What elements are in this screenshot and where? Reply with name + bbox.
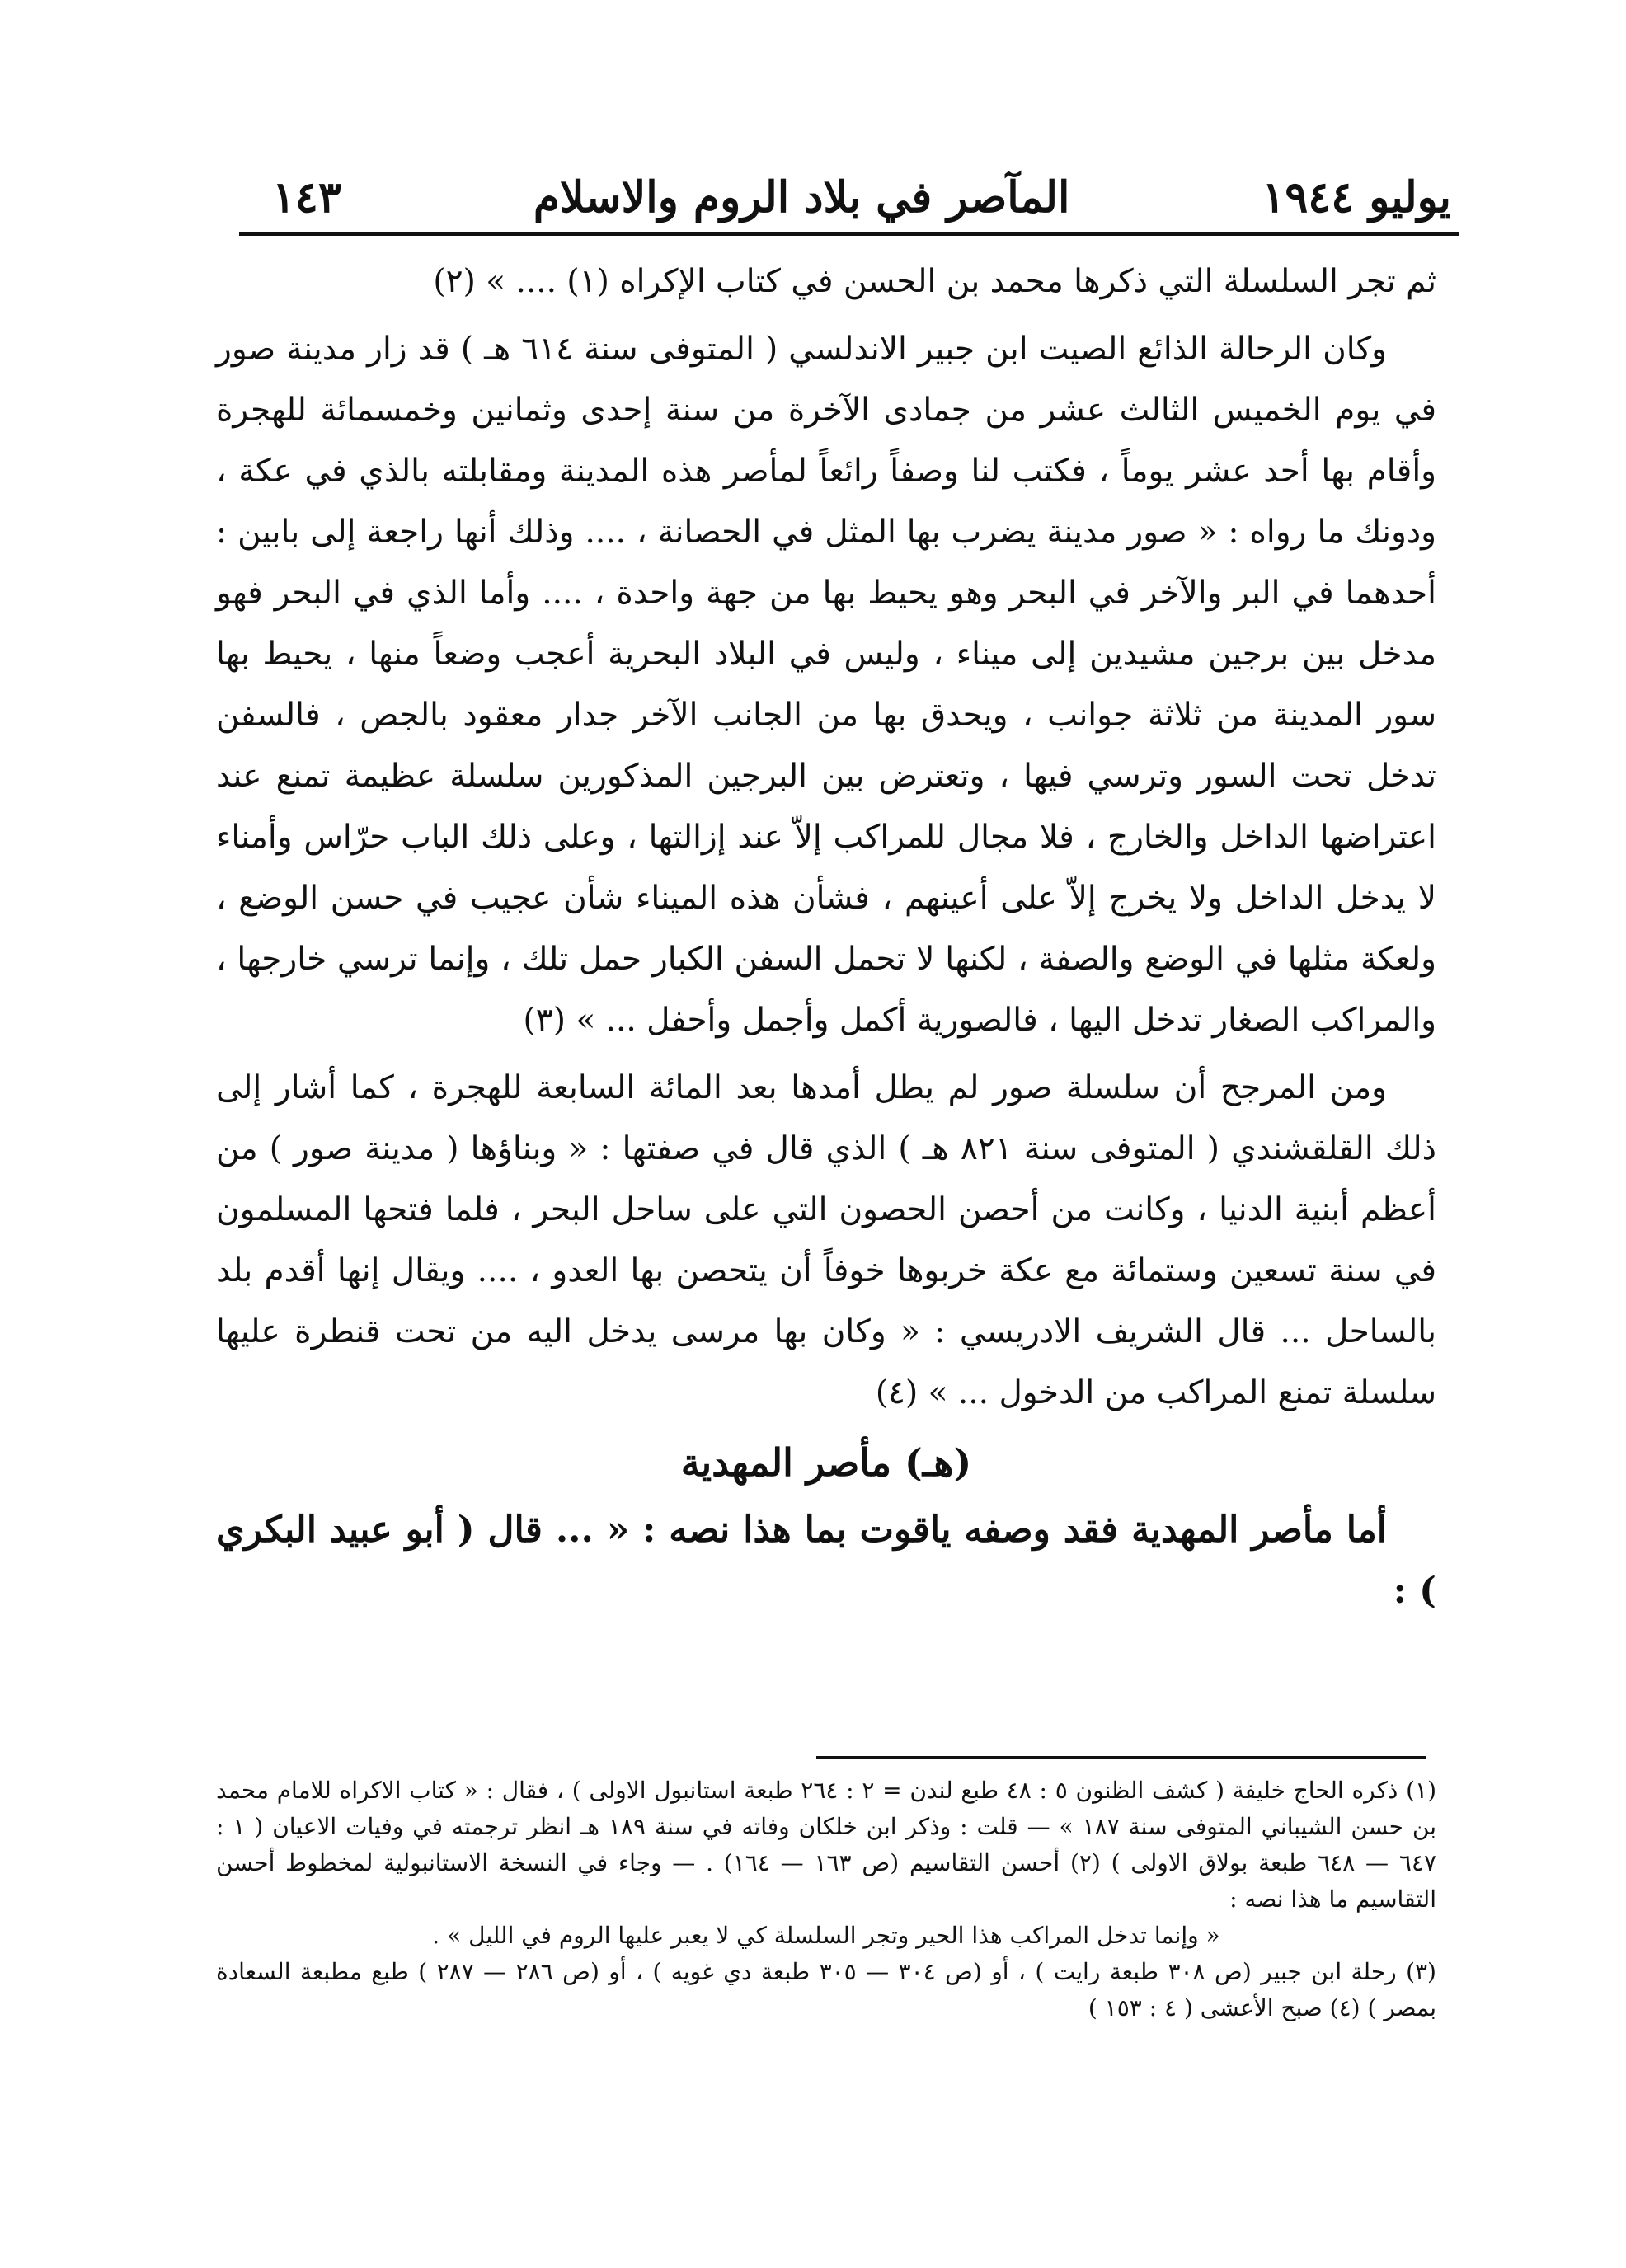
running-header [272,148,1451,223]
paragraph-1: ثم تجر السلسلة التي ذكرها محمد بن الحسن في كتاب الإكراه (١) .... » (٢) [433,263,1436,300]
footnote-rule [816,1756,1426,1759]
header-title: المآصر في بلاد الروم والاسلام [533,172,1070,223]
footnote-1-quote: « وإنما تدخل المراكب هذا الحير وتجر السلسلة كي لا يعبر عليها الروم في الليل » . [432,1922,1220,1949]
paragraph-2: وكان الرحالة الذائع الصيت ابن جبير الاندلسي ( المتوفى سنة ٦١٤ هـ ) قد زار مدينة صور في يوم الخميس الثالث عشر من جمادى الآخرة من سنة إحدى وثمانين وخمسمائة للهجرة وأقام بها أحد عشر يوماً ، فكتب لنا وصفاً رائعاً لمأصر هذه المدينة ومقابلته بالذي في عكة ، ودونك ما رواه : « صور مدينة يضرب بها المثل في الحصانة ، .... وذلك أنها راجعة إلى بابين : أحدهما في البر والآخر في البحر وهو يحيط بها من جهة واحدة ، .... وأما الذي في البحر فهو مدخل بين برجين مشيدين إلى ميناء ، وليس في البلاد البحرية أعجب وضعاً منها ، يحيط بها سور المدينة من ثلاثة جوانب ، ويحدق بها من الجانب الآخر جدار معقود بالجص ، فالسفن تدخل تحت السور وترسي فيها ، وتعترض بين البرجين المذكورين سلسلة عظيمة تمنع عند اعتراضها الداخل والخارج ، فلا مجال للمراكب إلاّ عند إزالتها ، وعلى ذلك الباب حرّاس وأمناء لا يدخل الداخل ولا يخرج إلاّ على أعينهم ، فشأن هذه الميناء شأن عجيب في حسن الوضع ، ولعكة مثلها في الوضع والصفة ، لكنها لا تحمل السفن الكبار حمل تلك ، وإنما ترسي خارجها ، والمراكب الصغار تدخل اليها ، فالصورية أكمل وأجمل وأحفل ... » (٣) [216,331,1436,1039]
section-heading: (هـ) مأصر المهدية [680,1440,972,1485]
paragraph-4: أما مأصر المهدية فقد وصفه ياقوت بما هذا نصه : « ... قال ( أبو عبيد البكري ) : [216,1509,1436,1612]
footnotes [216,1773,1436,2026]
footnote-1: (١) ذكره الحاج خليفة ( كشف الظنون ٥ : ٤٨ طبع لندن = ٢ : ٢٦٤ طبعة استانبول الاولى ) ، فقال : « كتاب الاكراه للامام محمد بن حسن الشيباني المتوفى سنة ١٨٧ » — قلت : وذكر ابن خلكان وفاته في سنة ١٨٩ هـ انظر ترجمته في وفيات الاعيان ( ١ : ٦٤٧ — ٦٤٨ طبعة بولاق الاولى ) (٢) أحسن التقاسيم (ص ١٦٣ — ١٦٤) . — وجاء في النسخة الاستانبولية لمخطوط أحسن التقاسيم ما هذا نصه : [216,1777,1437,1913]
header-rule [239,232,1459,236]
header-date: يوليو ١٩٤٤ [1262,172,1451,223]
main-text [216,251,1436,1622]
page-number: ١٤٣ [272,172,341,223]
paragraph-3: ومن المرجح أن سلسلة صور لم يطل أمدها بعد المائة السابعة للهجرة ، كما أشار إلى ذلك القلقشندي ( المتوفى سنة ٨٢١ هـ ) الذي قال في صفتها : « وبناؤها ( مدينة صور ) من أعظم أبنية الدنيا ، وكانت من أحصن الحصون التي على ساحل البحر ، فلما فتحها المسلمون في سنة تسعين وستمائة مع عكة خربوها خوفاً أن يتحصن بها العدو ، .... ويقال إنها أقدم بلد بالساحل ... قال الشريف الادريسي : « وكان بها مرسى يدخل اليه من تحت قنطرة عليها سلسلة تمنع المراكب من الدخول ... » (٤) [216,1069,1436,1411]
footnote-3: (٣) رحلة ابن جبير (ص ٣٠٨ طبعة رايت ) ، أو (ص ٣٠٤ — ٣٠٥ طبعة دي غويه ) ، أو (ص ٢٨٦ — ٢٨٧ ) طبع مطبعة السعادة بمصر ) (٤) صبح الأعشى ( ٤ : ١٥٣ ) [216,1958,1436,2021]
